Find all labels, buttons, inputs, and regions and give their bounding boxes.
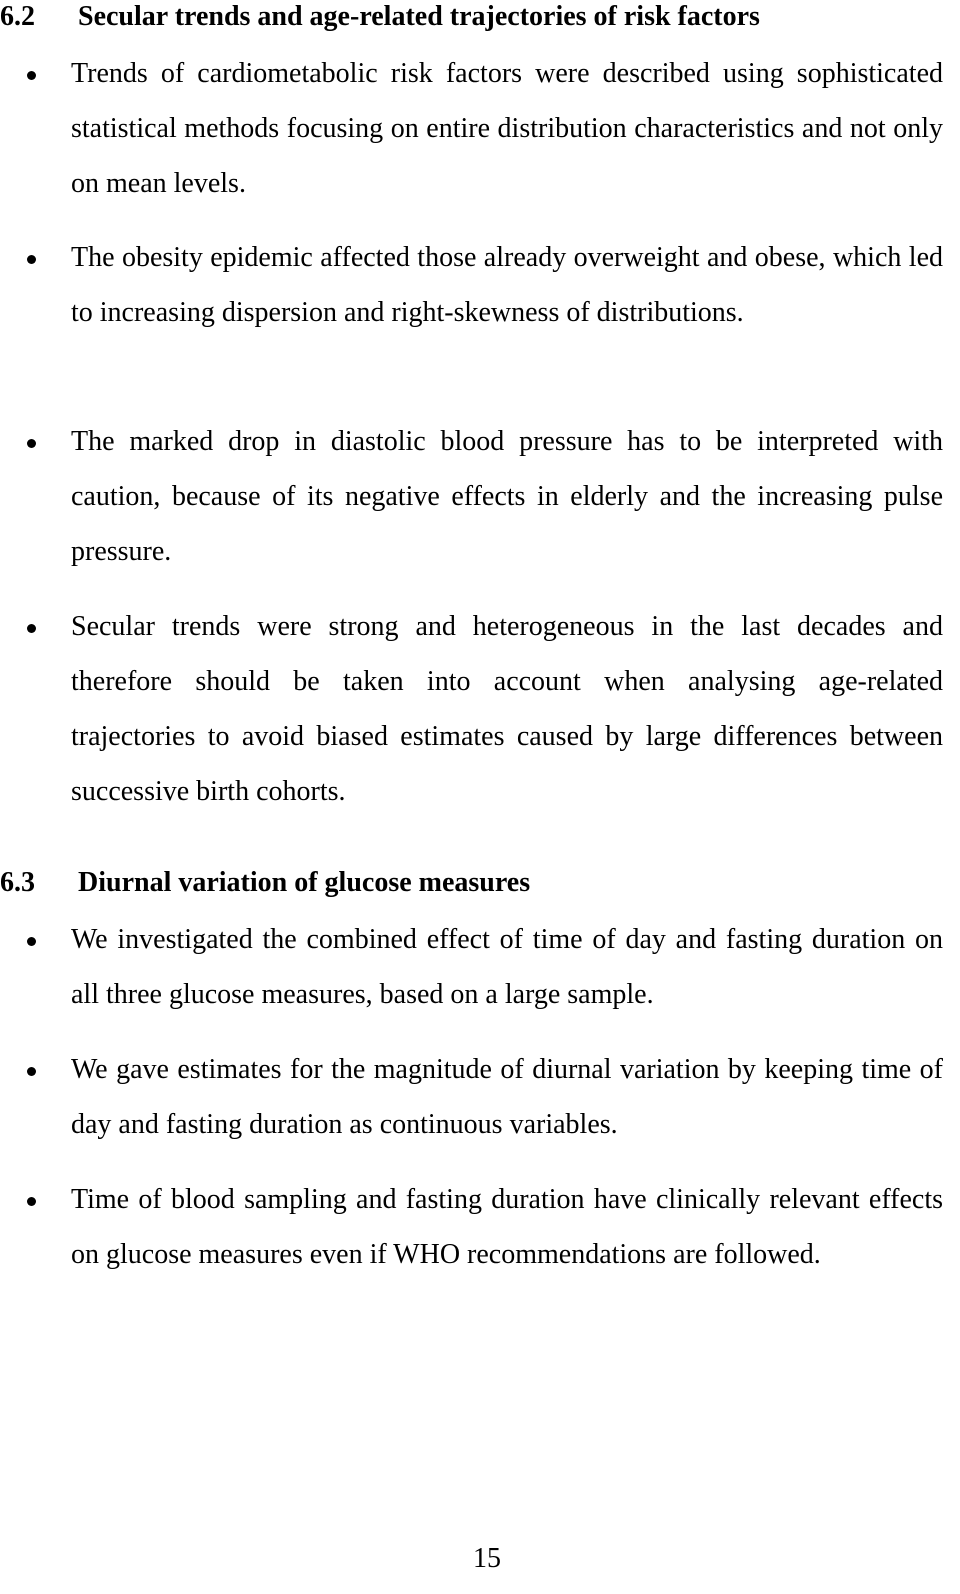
page-number: 15 — [473, 1543, 501, 1574]
bullet-dot-icon — [27, 71, 36, 80]
bullet-text: The marked drop in diastolic blood pressure has to be interpreted with caution, because of its negative effects in elderly and the increasing pulse pressure. — [71, 426, 943, 567]
bullet-dot-icon — [27, 937, 36, 946]
section-heading-6-2 — [0, 0, 760, 34]
section-number: 6.2 — [0, 1, 35, 32]
bullet-dot-icon — [27, 255, 36, 264]
bullet-text: Time of blood sampling and fasting duration have clinically relevant effects on glucose measures even if WHO recommendations are followed. — [71, 1184, 943, 1270]
bullet-dot-icon — [27, 624, 36, 633]
bullet-dot-icon — [27, 1067, 36, 1076]
section-heading-6-3 — [0, 866, 531, 900]
bullet-dot-icon — [27, 439, 36, 448]
section-number: 6.3 — [0, 867, 35, 898]
section-title: Secular trends and age-related trajectories of risk factors — [78, 1, 760, 32]
bullet-text: The obesity epidemic affected those already overweight and obese, which led to increasing dispersion and right-skewness of distributions. — [71, 242, 943, 328]
bullet-text: Trends of cardiometabolic risk factors were described using sophisticated statistical methods focusing on entire distribution characteristics and not only on mean levels. — [71, 58, 943, 199]
bullet-text: We investigated the combined effect of time of day and fasting duration on all three glucose measures, based on a large sample. — [71, 924, 943, 1010]
bullet-text: We gave estimates for the magnitude of diurnal variation by keeping time of day and fasting duration as continuous variables. — [71, 1054, 943, 1140]
section-title: Diurnal variation of glucose measures — [78, 867, 531, 898]
bullet-text: Secular trends were strong and heterogeneous in the last decades and therefore should be taken into account when analysing age-related trajectories to avoid biased estimates caused by large differences between successive birth cohorts. — [71, 611, 943, 807]
bullet-dot-icon — [27, 1197, 36, 1206]
